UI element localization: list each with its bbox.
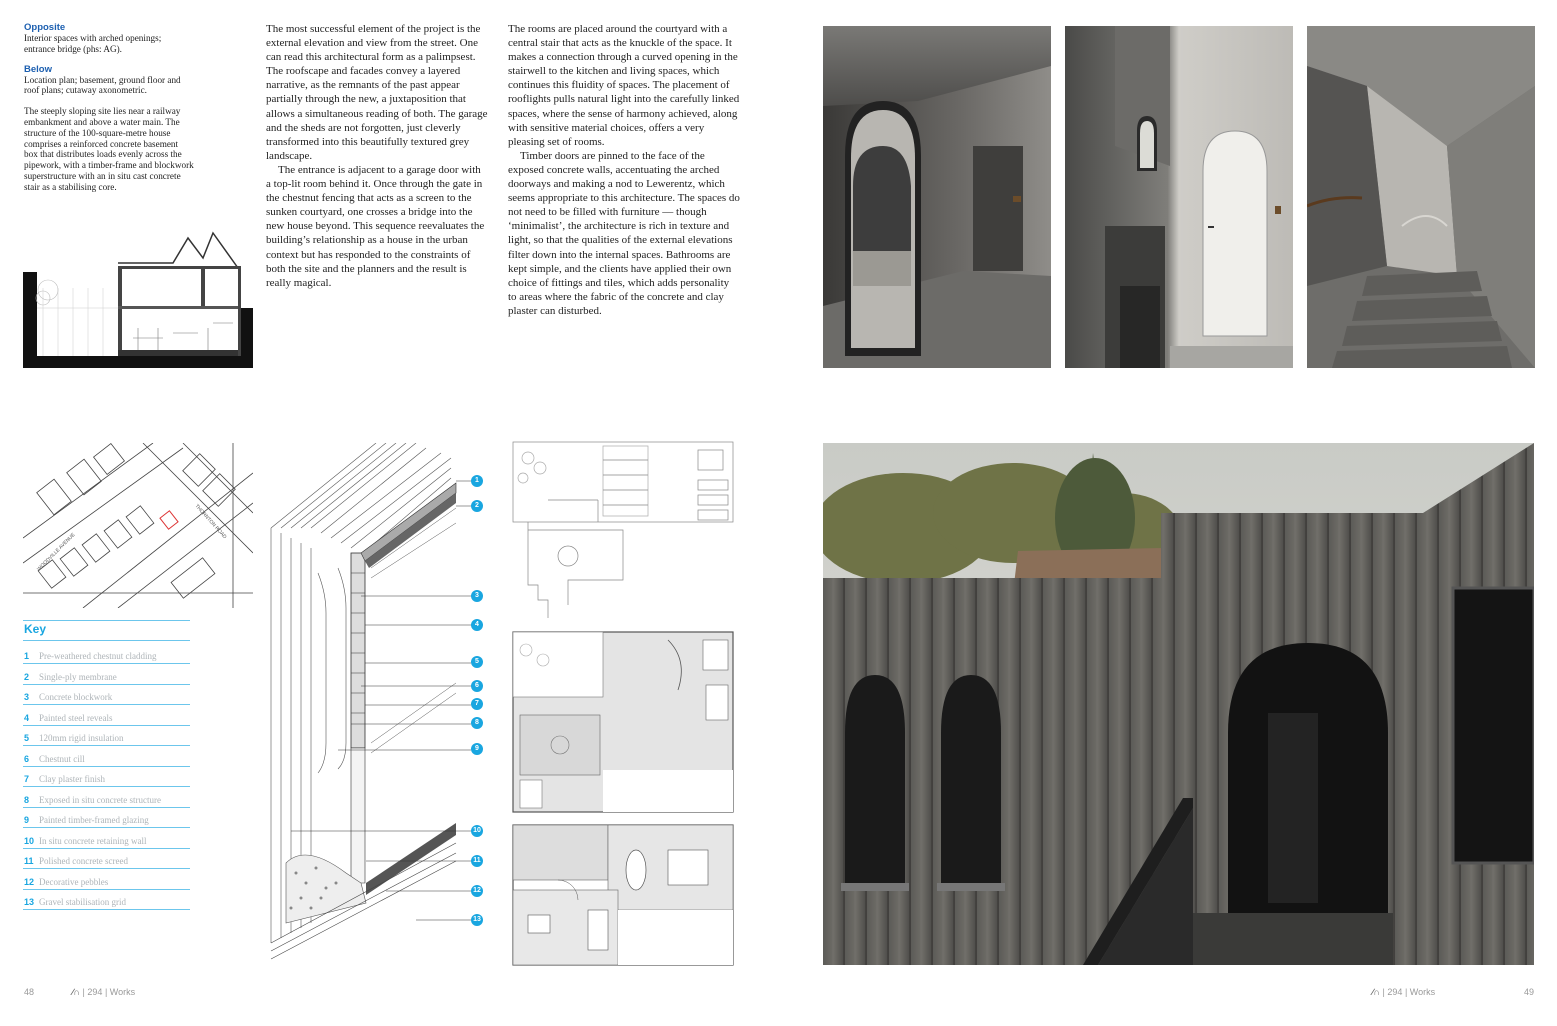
site-description: The steeply sloping site lies near a railway embankment and above a water main. The structure of the 100-square-metre house comprises a reinforced concrete basement box that distributes loads evenly across the pipework, with a timber-frame and blockwork superstructure with an in situ cast concrete stair as a stabilising core. [24,106,194,192]
key-item-number: 13 [24,897,35,907]
section-name-right: Works [1409,987,1436,997]
article-column-1 [266,22,488,290]
magazine-logo-icon: ∕∩ [1372,987,1381,997]
key-item-number: 1 [24,651,30,661]
roof-plan [513,442,733,618]
opposite-heading: Opposite [24,22,66,33]
basement-plan [513,825,733,965]
key-item-label: Decorative pebbles [39,876,109,887]
callout-marker: 3 [471,590,483,602]
key-item-label: Concrete blockwork [39,692,113,702]
callout-marker: 6 [471,680,483,692]
callout-marker: 2 [471,500,483,512]
key-item-number: 4 [24,712,30,723]
callout-marker: 12 [471,885,483,897]
key-item-number: 8 [24,794,30,805]
section-name-left: Works [109,987,136,997]
photo-spiral-stair [1307,26,1535,368]
key-item [23,848,190,869]
key-title-rule [23,640,190,641]
key-item-label: Painted timber-framed glazing [39,815,149,825]
magazine-logo-icon: ∕∩ [72,987,81,997]
below-caption: Location plan; basement, ground floor and roof plans; cutaway axonometric. [24,74,181,96]
key-item-number: 9 [24,815,30,825]
key-item-number: 3 [24,692,30,702]
key-item-label: Pre-weathered chestnut cladding [39,651,157,661]
article-column-2 [508,22,740,318]
page-number-left: 48 [24,987,35,997]
street-label-woodville: WOODVILLE AVENUE [36,532,77,573]
key-title: Key [24,622,47,636]
folio-divider: | [1404,987,1408,997]
article-paragraph: The most successful element of the project is the external elevation and view from the street. One can read this architectural form as a palimpsest. The roofscape and facades convey a layered narrative, as the remnants of the past appear partially through the new, a juxtaposition that allows a simultaneous reading of both. The garage and the sheds are not forgotten, just cleverly transformed into this beautifully textured grey landscape. [266,23,488,162]
callout-marker: 9 [471,743,483,755]
floor-plans [508,440,738,970]
key-item-number: 12 [24,876,35,887]
key-item-number: 7 [24,774,30,784]
below-heading: Below [24,63,52,75]
callout-marker: 5 [471,656,483,668]
key-title-rule [23,620,190,621]
key-item [23,643,190,664]
key-item-label: Chestnut cill [39,753,85,764]
callout-marker: 1 [471,475,483,487]
article-paragraph: Timber doors are pinned to the face of the exposed concrete walls, accentuating the arched doorways and making a nod to Lewerentz, which seems appropriate to this architecture. The spaces do not need to be filled with furniture — though ‘minimalist’, the architecture is rich in texture and light, so that the qualities of the external elevations filter down into the internal spaces. Bathrooms are kept simple, and the clients have applied their own choice of fittings and tiles, which adds personality to areas where the fabric of the concrete and clay plaster can disturbed. [508,149,740,317]
key-item-label: Single-ply membrane [39,671,117,682]
axonometric-detail [266,443,491,963]
location-plan [23,443,253,608]
article-paragraph: The rooms are placed around the courtyard with a central stair that acts as the knuckle of the space. It makes a connection through a curved opening in the stairwell to the kitchen and living spaces, which continues this fluidity of spaces. The placement of rooflights pulls natural light into the carefully linked spaces, where the sense of harmony achieved, along with sensitive material choices, offers a very pleasing set of rooms. [508,23,740,148]
callout-marker: 13 [471,914,483,926]
key-item-label: 120mm rigid insulation [39,733,124,743]
key-item [23,705,190,726]
callout-marker: 7 [471,698,483,710]
issue-number-left: 294 [87,987,103,997]
key-item-label: Clay plaster finish [39,774,105,784]
key-item [23,766,190,787]
callout-marker: 4 [471,619,483,631]
key-item [23,828,190,849]
key-item [23,807,190,828]
folio-divider: | [82,987,85,997]
callout-marker: 11 [471,855,483,867]
key-item [23,869,190,890]
key-item [23,664,190,685]
key-item-label: Gravel stabilisation grid [39,897,126,907]
key-item [23,684,190,705]
folio-left [72,987,135,997]
caption-column [24,22,194,193]
article-paragraph: The entrance is adjacent to a garage door with a top-lit room behind it. Once through the gate in the chestnut fencing that acts as a screen to the sunken courtyard, one crosses a bridge into the new house beyond. This sequence reevaluates the building’s relationship as a house in the urban context but has responded to the constraints of both the site and the planners and the result is really magical. [266,163,485,289]
key-item-label: In situ concrete retaining wall [39,835,147,846]
key-item-number: 5 [24,733,30,743]
key-item [23,787,190,808]
key-item-number: 6 [24,753,30,764]
issue-number-right: 294 [1387,987,1403,997]
key-item-label: Painted steel reveals [39,712,113,723]
key-item [23,746,190,767]
ground-floor-plan [513,632,733,812]
key-item-number: 10 [24,835,35,846]
key-item-number: 2 [24,671,30,682]
opposite-caption: Interior spaces with arched openings; entrance bridge (phs: AG). [24,33,162,54]
photo-arched-window [823,26,1051,368]
callout-marker: 10 [471,825,483,837]
key-item-label: Polished concrete screed [39,856,128,866]
photo-timber-facade [823,443,1534,965]
page-number-right: 49 [1524,987,1535,997]
key-item-number: 11 [24,856,34,866]
key-item [23,889,190,910]
key-item [23,725,190,746]
key-item-label: Exposed in situ concrete structure [39,794,161,805]
folio-right [1372,987,1435,997]
callout-marker: 8 [471,717,483,729]
street-label-thornton: THORNTON ROAD [193,503,228,541]
folio-divider: | [104,987,108,997]
photo-stair-door [1065,26,1293,368]
folio-divider: | [1382,987,1385,997]
section-drawing [23,228,253,368]
